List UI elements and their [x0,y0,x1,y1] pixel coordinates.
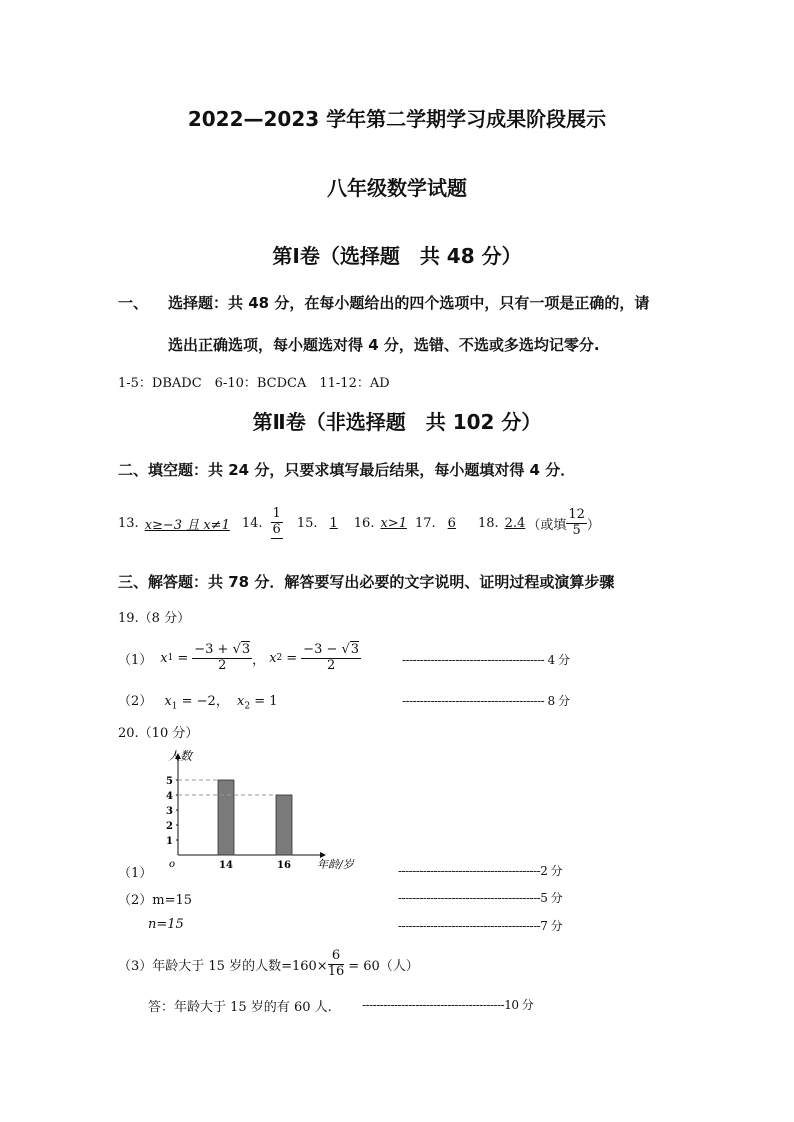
q19-x1-sub: 1 [167,653,174,663]
q18-label: 18. [477,515,499,531]
q15-answer: 1 [329,515,338,531]
x-axis-label: 年龄/岁 [317,858,354,871]
q19-x2: x [269,650,277,666]
section1-instruction-line2: 选出正确选项，每小题选对得 4 分，选错、不选或多选均记零分. [168,336,600,354]
q19-part1-score: ---------------------------------------- 4 分 [402,653,570,667]
q19-equals-1: = [177,650,189,666]
q15-label: 15. [296,515,318,531]
section1-instruction-line1: 选择题：共 48 分，在每小题给出的四个选项中，只有一项是正确的，请 [168,294,650,312]
q14-label: 14. [241,515,263,531]
q19-x2-root: 3 [350,641,360,657]
q20-answer-score: ----------------------------------------10 分 [362,998,534,1012]
q16-answer: x>1 [380,515,407,531]
q19-x2-sub: 2 [276,653,283,663]
origin-label: o [169,859,176,870]
q14-numerator: 1 [272,506,281,522]
q13-label: 13. [118,515,139,531]
q14-denominator: 6 [272,522,281,537]
q18-alt-numerator: 12 [568,506,585,522]
q19-x1: x [160,650,168,666]
q19-p2-x2-sub: 2 [244,701,251,712]
q20-part1-score: ----------------------------------------2 分 [398,864,563,878]
q20-part3-denominator: 16 [327,963,345,979]
y-axis-label: 人数 [168,749,193,763]
q19-x1-fraction [192,643,252,674]
q19-p2-x1: x [164,694,172,709]
q17-label: 17. [414,515,436,531]
q19-x2-denominator: 2 [326,657,336,673]
part1-heading: 第Ⅰ卷（选择题 共 48 分） [272,244,522,268]
bar [276,795,292,855]
q19-part2-label: （2） [118,694,153,709]
y-tick-label: 2 [166,821,173,832]
q16-label: 16. [353,515,375,531]
q20-answer: 答：年龄大于 15 岁的有 60 人. [148,1000,332,1015]
q19-x2-numerator: −3 − √3 [303,641,360,657]
q19-equals-2: = [286,650,298,666]
q19-x1-root: 3 [241,641,251,657]
q19-p2-text-b: = 1 [254,694,278,709]
q20-part3-result: = 60（人） [348,958,419,974]
q19-x2-num-a: −3 − [303,641,342,657]
q19-part1 [118,636,361,680]
choice-answers: 1-5：DBADC 6-10：BCDCA 11-12：AD [118,376,390,391]
bar [218,780,234,855]
q19-p2-x2: x [236,694,245,709]
q18-answer: 2.4 [504,515,526,531]
y-tick-label: 5 [166,776,173,787]
q20-part2-n-score: ----------------------------------------7 分 [398,919,563,933]
section1-number: 一、 [118,294,149,312]
x-tick-label: 16 [277,860,291,871]
q14-fraction [271,507,283,539]
fill-heading: 二、填空题：共 24 分，只要求填写最后结果，每小题填对得 4 分． [118,461,576,479]
q13-answer: x≥−3 且 x≠1 [144,517,230,533]
q20-part2-m: （2）m=15 [118,893,193,908]
q19-p2-x1-sub: 1 [171,701,178,712]
q19-x1-denominator: 2 [218,657,227,673]
part2-heading: 第Ⅱ卷（非选择题 共 102 分） [252,410,542,434]
q19-part2-score: ---------------------------------------- 8 分 [402,694,570,708]
q20-bar-chart [150,745,390,875]
q19-x2-fraction [301,643,361,674]
q18-alt-denominator: 5 [572,522,581,538]
q17-answer: 6 [447,515,456,531]
q20-part2-n: n=15 [148,917,184,932]
q18-alt-fraction [566,508,587,539]
q19-p2-text-a: = −2， [181,694,229,709]
q19-comma: ， [252,652,266,668]
q19-part2 [118,690,278,712]
y-tick-label: 4 [166,791,173,802]
solve-heading: 三、解答题：共 78 分．解答要写出必要的文字说明、证明过程或演算步骤 [118,573,615,591]
q18-alt-prefix: （或填 [527,517,567,533]
q19-label: 19.（8 分） [118,611,191,626]
q20-part3-text: （3）年龄大于 15 岁的人数=160× [118,958,328,974]
q20-part1-label: （1） [118,866,153,881]
page-title: 2022—2023 学年第二学期学习成果阶段展示 [187,107,607,131]
q20-label: 20.（10 分） [118,726,199,741]
q19-x1-num-a: −3 + [194,641,233,657]
q20-part3-numerator: 6 [328,949,345,965]
y-tick-label: 1 [166,836,173,847]
q20-part3-fraction [328,949,345,980]
page-subtitle: 八年级数学试题 [327,176,467,200]
q20-part2-m-score: ----------------------------------------5 分 [398,891,563,905]
q19-part1-label: （1） [118,652,153,668]
q20-part3 [118,942,419,986]
q18-alt-suffix: ） [586,517,600,533]
x-tick-label: 14 [219,860,233,871]
y-tick-label: 3 [166,806,173,817]
q19-x1-numerator: −3 + √3 [194,641,251,657]
fill-answers-row [118,493,600,553]
